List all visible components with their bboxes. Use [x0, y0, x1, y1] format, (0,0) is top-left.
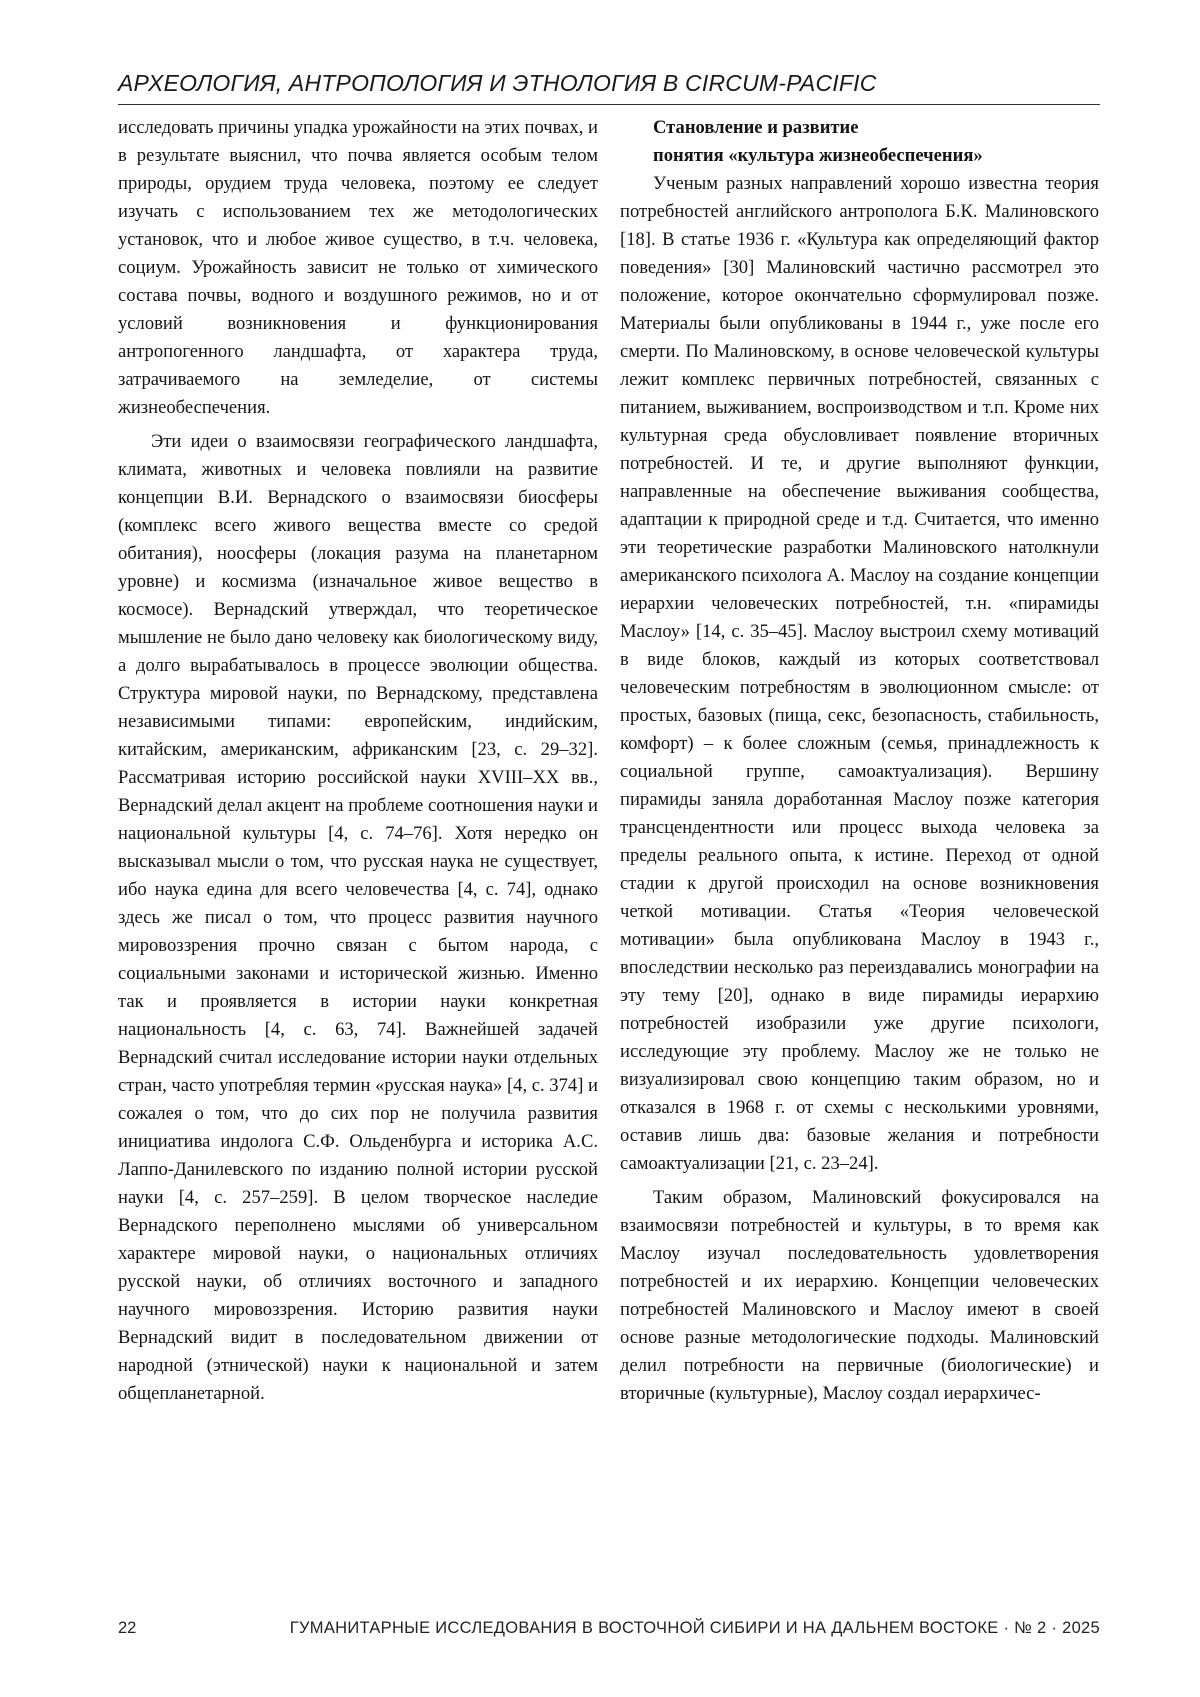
left-paragraph-1: исследовать причины упадка урожайности на этих почвах, и в результате выяснил, что почва является особым телом природы, орудием труда человека, поэтому ее следует изучать с использованием тех же методологических установок, что и любое живое существо, в т.ч. человека, социум. Урожайность зависит не только от химического состава почвы, водного и воздушного режимов, но и от условий возникновения и функционирования антропогенного ландшафта, от характера труда, затрачиваемого на земледелие, от системы жизнеобеспечения. — [118, 117, 598, 418]
section-heading — [653, 114, 1099, 170]
journal-title: ГУМАНИТАРНЫЕ ИССЛЕДОВАНИЯ В ВОСТОЧНОЙ СИБИРИ И НА ДАЛЬНЕМ ВОСТОКЕ · № 2 · 2025 — [289, 1619, 1100, 1637]
right-paragraph-1: Ученым разных направлений хорошо известна теория потребностей английского антрополога Б.К. Малиновского [18]. В статье 1936 г. «Культура как определяющий фактор поведения» [30] Малиновский частично рассмотрел это положение, которое окончательно сформулировал позже. Материалы были опубликованы в 1944 г., уже после его смерти. По Малиновскому, в основе человеческой культуры лежит комплекс первичных потребностей, связанных с питанием, выживанием, воспроизводством и т.п. Кроме них культурная среда обусловливает появление вторичных потребностей. И те, и другие выполняют функции, направленные на обеспечение выживания сообщества, адаптации к природной среде и т.д. Считается, что именно эти теоретические разработки Малиновского натолкнули американского психолога А. Маслоу на создание концепции иерархии человеческих потребностей, т.н. «пирамиды Маслоу» [14, с. 35–45]. Маслоу выстроил схему мотиваций в виде блоков, каждый из которых соответствовал человеческим потребностям в эволюционном смысле: от простых, базовых (пища, секс, безопасность, стабильность, комфорт) – к более сложным (семья, принадлежность к социальной группе, самоактуализация). Вершину пирамиды заняла доработанная Маслоу позже категория трансцендентности или процесс выхода человека за пределы реального опыта, к истине. Переход от одной стадии к другой происходил на основе возникновения четкой мотивации. Статья «Теория человеческой мотивации» была опубликована Маслоу в 1943 г., впоследствии несколько раз переиздавались монографии на эту тему [20], однако в виде пирамиды иерархию потребностей изобразили уже другие психологи, исследующие эту проблему. Маслоу же не только не визуализировал свою концепцию таким образом, но и отказался в 1968 г. от схемы с несколькими уровнями, оставив лишь два: базовые желания и потребности самоактуализации [21, с. 23–24]. — [620, 173, 1099, 1174]
running-title: АРХЕОЛОГИЯ, АНТРОПОЛОГИЯ И ЭТНОЛОГИЯ В CIRCUM-PACIFIC — [118, 70, 877, 96]
section-heading-line-2: понятия «культура жизнеобеспечения» — [653, 145, 983, 166]
left-paragraph-2: Эти идеи о взаимосвязи географического ландшафта, климата, животных и человека повлияли на развитие концепции В.И. Вернадского о взаимосвязи биосферы (комплекс всего живого вещества вместе со средой обитания), ноосферы (локация разума на планетарном уровне) и космизма (изначальное живое вещество в космосе). Вернадский утверждал, что теоретическое мышление не было дано человеку как биологическому виду, а долго вырабатывалось в процессе эволюции общества. Структура мировой науки, по Вернадскому, представлена независимыми типами: европейским, индийским, китайским, американским, африканским [23, с. 29–32]. Рассматривая историю российской науки XVIII–XX вв., Вернадский делал акцент на проблеме соотношения науки и национальной культуры [4, с. 74–76]. Хотя нередко он высказывал мысли о том, что русская наука не существует, ибо наука едина для всего человечества [4, с. 74], однако здесь же писал о том, что процесс развития научного мировоззрения прочно связан с бытом народа, с социальными законами и исторической жизнью. Именно так и проявляется в истории науки конкретная национальность [4, с. 63, 74]. Важнейшей задачей Вернадский считал исследование истории науки отдельных стран, часто употребляя термин «русская наука» [4, с. 374] и сожалея о том, что до сих пор не получила развития инициатива индолога С.Ф. Ольденбурга и историка А.С. Лаппо-Данилевского по изданию полной истории русской науки [4, с. 257–259]. В целом творческое наследие Вернадского переполнено мыслями об универсальном характере мировой науки, о национальных отличиях русской науки, об отличиях восточного и западного научного мировоззрения. Историю развития науки Вернадский видит в последовательном движении от народной (этнической) науки к национальной и затем общепланетарной. — [118, 431, 598, 1404]
right-column — [620, 114, 1099, 1408]
section-heading-line-1: Становление и развитие — [653, 117, 859, 138]
header-rule — [118, 104, 1100, 105]
left-column — [118, 114, 598, 1408]
right-paragraph-2: Таким образом, Малиновский фокусировался на взаимосвязи потребностей и культуры, в то время как Маслоу изучал последовательность удовлетворения потребностей и их иерархию. Концепции человеческих потребностей Малиновского и Маслоу имеют в своей основе разные методологические подходы. Малиновский делил потребности на первичные (биологические) и вторичные (культурные), Маслоу создал иерархичес- — [620, 1187, 1099, 1404]
page-number: 22 — [118, 1619, 137, 1637]
